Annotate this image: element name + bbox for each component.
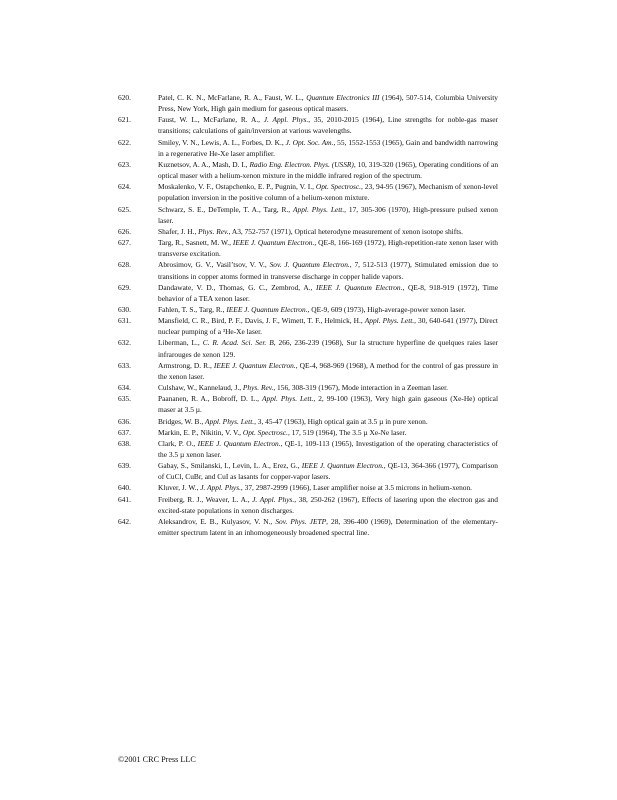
reference-segment: Liberman, L., bbox=[158, 338, 203, 348]
reference-item bbox=[118, 259, 498, 281]
reference-number: 629. bbox=[118, 282, 131, 292]
reference-item bbox=[118, 204, 498, 226]
reference-segment: Shafer, J. H., bbox=[158, 226, 199, 236]
reference-item bbox=[118, 159, 498, 181]
journal-title: Sov. J. Quantum Electron. bbox=[269, 260, 350, 270]
reference-text bbox=[158, 259, 498, 281]
reference-segment: , 17, 305-306 (1970), High-pressure pulsed xenon laser. bbox=[158, 204, 498, 225]
reference-segment: Mansfield, C. R., Bird, P. F., Davis, J. F., Wimett, T. F., Helmick, H., bbox=[158, 316, 365, 326]
reference-text bbox=[158, 416, 498, 427]
reference-number: 631. bbox=[118, 316, 131, 326]
journal-title: Appl. Phys. Lett. bbox=[205, 416, 255, 426]
reference-segment: Abrosimov, G. V., Vasil’tsov, V. V., bbox=[158, 260, 270, 270]
reference-item bbox=[118, 237, 498, 259]
reference-item bbox=[118, 337, 498, 359]
reference-number: 623. bbox=[118, 159, 131, 169]
reference-item bbox=[118, 226, 498, 237]
reference-item bbox=[118, 460, 498, 482]
journal-title: Opt. Spectrosc. bbox=[242, 427, 288, 437]
reference-number: 620. bbox=[118, 93, 131, 102]
footer-copyright: ©2001 CRC Press LLC bbox=[118, 755, 196, 764]
journal-title: Opt. Spectrosc. bbox=[315, 182, 362, 192]
journal-title: C. R. Acad. Sci. Ser. B bbox=[202, 338, 274, 348]
reference-text bbox=[158, 460, 498, 482]
reference-segment: , QE-9, 609 (1973), High-average-power xenon laser. bbox=[307, 304, 466, 314]
reference-segment: Dandawate, V. D., Thomas, G. C., Zembrod, A., bbox=[158, 282, 316, 292]
reference-text bbox=[158, 137, 498, 159]
reference-segment: Gabay, S., Smilanski, I., Levin, L. A., Erez, G., bbox=[158, 461, 302, 471]
journal-title: Appl. Phys. Lett. bbox=[364, 316, 415, 326]
reference-segment: , 3, 45-47 (1963), High optical gain at 3.5 µ in pure xenon. bbox=[254, 416, 428, 426]
reference-number: 640. bbox=[118, 483, 131, 493]
reference-text bbox=[158, 92, 498, 114]
reference-text bbox=[158, 282, 498, 304]
reference-text bbox=[158, 204, 498, 226]
journal-title: J. Appl. Phys. bbox=[200, 483, 241, 493]
reference-segment: Fahlen, T. S., Targ, R., bbox=[158, 304, 227, 314]
reference-segment: , 55, 1552-1553 (1965), Gain and bandwidth narrowing in a regenerative He-Xe laser amplifier. bbox=[158, 137, 498, 158]
reference-text bbox=[158, 438, 498, 460]
reference-item bbox=[118, 114, 498, 136]
reference-segment: , 10, 319-320 (1965), Operating conditions of an optical maser with a helium-xenon mixture in the middle infrared region of the spectrum. bbox=[158, 159, 499, 181]
reference-segment: , 266, 236-239 (1968), Sur la structure hyperfine de quelques raies laser infrarouges de xenon 129. bbox=[158, 338, 498, 359]
reference-text bbox=[158, 382, 498, 393]
reference-number: 634. bbox=[118, 383, 131, 393]
reference-segment: , 37, 2987-2999 (1966), Laser amplifier noise at 3.5 microns in helium-xenon. bbox=[240, 483, 473, 493]
reference-item bbox=[118, 282, 498, 304]
reference-segment: Armstrong, D. R., bbox=[158, 360, 214, 370]
reference-segment: Kluver, J. W., bbox=[158, 483, 201, 493]
reference-item bbox=[118, 382, 498, 393]
reference-segment: Culshaw, W., Kannelaud, J., bbox=[158, 383, 243, 393]
reference-number: 641. bbox=[118, 494, 131, 504]
reference-segment: , 38, 250-262 (1967), Effects of lasering upon the electron gas and excited-state populations in xenon discharges. bbox=[158, 494, 498, 515]
reference-segment: Smiley, V. N., Lewis, A. L., Forbes, D. K., bbox=[158, 137, 286, 147]
reference-segment: Clark, P. O., bbox=[158, 438, 198, 448]
reference-item bbox=[118, 494, 498, 516]
reference-text bbox=[158, 360, 498, 382]
reference-segment: , QE-8, 918-919 (1972), Time behavior of a TEA xenon laser. bbox=[158, 282, 499, 303]
reference-number: 635. bbox=[118, 394, 131, 404]
reference-segment: Moskalenko, V. F., Ostapchenko, E. P., Pugnin, V. I., bbox=[158, 182, 316, 192]
journal-title: J. Appl. Phys. bbox=[263, 115, 309, 125]
journal-title: IEEE J. Quantum Electron. bbox=[197, 438, 281, 448]
reference-text bbox=[158, 427, 498, 438]
reference-number: 621. bbox=[118, 115, 131, 125]
reference-segment: , 156, 308-319 (1967), Mode interaction in a Zeeman laser. bbox=[273, 383, 449, 393]
reference-segment: , 17, 519 (1964), The 3.5 µ Xe-Ne laser. bbox=[287, 427, 407, 437]
journal-title: IEEE J. Quantum Electron. bbox=[213, 360, 296, 370]
reference-item bbox=[118, 393, 498, 415]
reference-segment: , QE-8, 166-169 (1972), High-repetition-rate xenon laser with transverse excitation. bbox=[158, 238, 498, 259]
reference-text bbox=[158, 304, 498, 315]
reference-number: 625. bbox=[118, 204, 131, 214]
reference-item bbox=[118, 427, 498, 438]
reference-segment: Paananen, R. A., Bobroff, D. L., bbox=[158, 394, 263, 404]
reference-number: 633. bbox=[118, 360, 131, 370]
reference-text bbox=[158, 114, 498, 136]
reference-number: 632. bbox=[118, 338, 131, 348]
reference-number: 628. bbox=[118, 260, 131, 270]
reference-number: 637. bbox=[118, 427, 131, 437]
reference-number: 622. bbox=[118, 137, 131, 147]
reference-number: 627. bbox=[118, 238, 131, 248]
journal-title: Appl. Phys. Lett. bbox=[293, 204, 345, 214]
journal-title: IEEE J. Quantum Electron. bbox=[315, 282, 403, 292]
reference-segment: Patel, C. K. N., McFarlane, R. A., Faust, W. L., bbox=[158, 93, 307, 102]
reference-segment: (1964), 507-514, Columbia University Press, New York, High gain medium for gaseous optical masers. bbox=[158, 93, 498, 114]
reference-text bbox=[158, 237, 498, 259]
reference-segment: Targ, R., Sasnett, M. W., bbox=[158, 238, 233, 248]
reference-text bbox=[158, 337, 498, 359]
reference-number: 636. bbox=[118, 416, 131, 426]
reference-item bbox=[118, 315, 498, 337]
reference-number: 626. bbox=[118, 226, 131, 236]
journal-title: Sov. Phys. JETP bbox=[275, 516, 327, 526]
reference-segment: , QE-1, 109-113 (1965), Investigation of the operating characteristics of the 3.5 µ xenon laser. bbox=[158, 438, 498, 459]
reference-segment: , 30, 640-641 (1977), Direct nuclear pumping of a ³He-Xe laser. bbox=[158, 316, 498, 337]
journal-title: Quantum Electronics III bbox=[306, 93, 380, 102]
reference-item bbox=[118, 416, 498, 427]
reference-text bbox=[158, 393, 498, 415]
reference-segment: , 35, 2010-2015 (1964), Line strengths for noble-gas maser transitions; calculations of gain/inversion at various wavelengths. bbox=[158, 115, 498, 136]
reference-segment: Bridges, W. B., bbox=[158, 416, 206, 426]
reference-item bbox=[118, 360, 498, 382]
reference-number: 642. bbox=[118, 516, 131, 526]
reference-text bbox=[158, 226, 498, 237]
reference-item bbox=[118, 304, 498, 315]
journal-title: Appl. Phys. Lett. bbox=[262, 394, 314, 404]
reference-text bbox=[158, 494, 498, 516]
reference-segment: , QE-4, 968-969 (1968), A method for the control of gas pressure in the xenon laser. bbox=[158, 360, 498, 381]
reference-number: 624. bbox=[118, 182, 131, 192]
reference-text bbox=[158, 516, 498, 538]
reference-segment: Faust, W. L., McFarlane, R. A., bbox=[158, 115, 264, 125]
reference-segment: , 7, 512-513 (1977), Stimulated emission due to transitions in copper atoms formed in transverse discharge in copper halide vapors. bbox=[158, 260, 499, 281]
reference-item bbox=[118, 438, 498, 460]
reference-text bbox=[158, 482, 498, 493]
reference-item bbox=[118, 181, 498, 203]
journal-title: IEEE J. Quantum Electron. bbox=[301, 461, 384, 471]
reference-number: 639. bbox=[118, 461, 131, 471]
reference-segment: , 2, 99-100 (1963), Very high gain gaseous (Xe-He) optical maser at 3.5 µ. bbox=[158, 394, 499, 415]
journal-title: IEEE J. Quantum Electron. bbox=[226, 304, 308, 314]
reference-segment: , 23, 94-95 (1967), Mechanism of xenon-level population inversion in the positive column of a helium-xenon mixture. bbox=[158, 182, 498, 203]
journal-title: Radio Eng. Electron. Phys. (USSR) bbox=[249, 159, 354, 169]
reference-item bbox=[118, 516, 498, 538]
reference-text bbox=[158, 181, 498, 203]
reference-segment: Aleksandrov, E. B., Kulyasov, V. N., bbox=[158, 516, 276, 526]
journal-title: Phys. Rev. bbox=[198, 226, 229, 236]
journal-title: J. Appl. Phys. bbox=[252, 494, 295, 504]
reference-segment: Kuznetsov, A. A., Mash, D. I., bbox=[158, 159, 250, 169]
journal-title: IEEE J. Quantum Electron. bbox=[232, 238, 315, 248]
reference-segment: , QE-13, 364-366 (1977), Comparison of CuCl, CuBr, and CuI as lasants for copper-vapor lasers. bbox=[158, 461, 498, 482]
reference-segment: Markin, E. P., Nikitin, V. V., bbox=[158, 427, 243, 437]
reference-item bbox=[118, 482, 498, 493]
reference-segment: Freiberg, R. J., Weaver, L. A., bbox=[158, 494, 253, 504]
journal-title: Phys. Rev. bbox=[242, 383, 274, 393]
reference-segment: , 28, 396-400 (1969), Determination of the elementary-emitter spectrum latent in an inhomogeneously broadened spectral line. bbox=[158, 516, 498, 538]
reference-segment: , A3, 752-757 (1971), Optical heterodyne measurement of xenon isotope shifts. bbox=[228, 226, 463, 236]
journal-title: J. Opt. Soc. Am. bbox=[285, 137, 334, 147]
reference-item bbox=[118, 92, 498, 114]
reference-text bbox=[158, 159, 498, 181]
reference-segment: Schwarz, S. E., DeTemple, T. A., Targ, R., bbox=[158, 204, 294, 214]
reference-list bbox=[118, 92, 498, 538]
reference-number: 630. bbox=[118, 304, 131, 314]
reference-number: 638. bbox=[118, 438, 131, 448]
reference-item bbox=[118, 137, 498, 159]
reference-text bbox=[158, 315, 498, 337]
